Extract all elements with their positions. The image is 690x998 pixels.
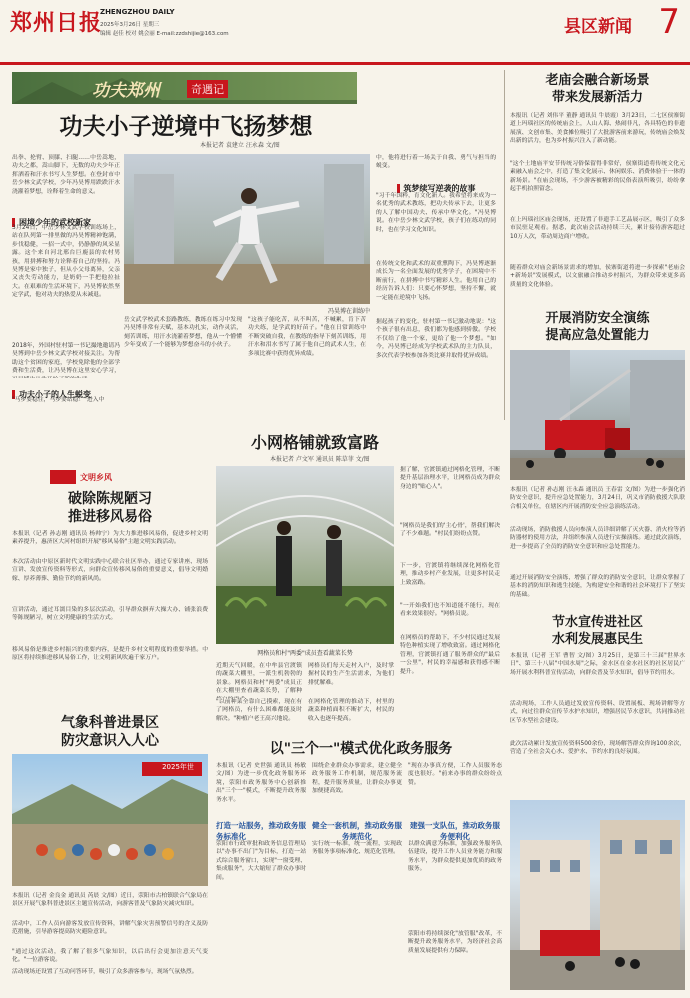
service-lead: 本报讯（记者 史世强 通讯员 杨敏 文/图）为进一步优化政务服务环境，荥阳市政务服务中心创新推出"三个一"模式，不断提升政务服务水平。 [216, 763, 306, 803]
village-p8: "一开始我们也不知道能不能行，现在看来效果很好。"网格员说。 [400, 603, 500, 618]
kungfu-banner-title: 功夫郑州 [92, 81, 160, 101]
service-p1: 荥阳市行政审批和政务信息管理局以"办事不出门"为目标，打造一站式综合服务窗口，实现"一窗受理、集成服务"，大大缩短了群众办事时间。 [216, 841, 306, 881]
kungfu-sub3-text: 筑梦续写逆袭的故事 [397, 184, 476, 193]
water-headline-line2: 水利发展惠民生 [551, 632, 643, 647]
kungfu-banner-tag: 奇遇记 [187, 80, 228, 98]
weather-photo [12, 754, 208, 886]
scenic-area-crowd-icon [12, 754, 208, 886]
village-photo-caption: 网格员和村"两委"成员查看蔬菜长势 [257, 650, 353, 657]
service-sub2: 健全一套机制，推动政务服务规范化 [312, 821, 402, 841]
culture-p3: 宣讲活动，通过耳濡目染的多层次活动，引导群众摒弃大操大办、铺张浪费等陈规陋习，树立文明健康的生活方式。 [12, 607, 208, 622]
masthead [0, 0, 690, 65]
kungfu-lead: 出拳、抡臂、顶膝、扫腿……中岳嵩地，功夫之都，嵩山脚下，无数的功夫少年正挥洒着和汗水书写人生梦想。在登封市中岳少林文武学校，少年冯昊博用跌跌汗水浇灌着梦想，诠释着生命的意义。 [12, 155, 120, 195]
village-p5: 据了解，官渡镇通过网格化管理，不断提升基层治理水平，让网格员成为群众身边的"贴心人"。 [400, 467, 500, 490]
kungfu-photo [124, 154, 370, 304]
village-p7: 下一步，官渡镇将继续深化网格化管理，推动乡村产业发展，让更多村民走上致富路。 [400, 563, 500, 586]
kungfu-p1: 3月24日，中岳少林文武学校训练场上，站在队列第一排里做的冯昊博精神饱满，步伐稳健，一招一式中，仍静静的风采显露。这个来自河北邢台巨鹿县的农村男孩，用拼搏和努力诠释着自己的坚持。冯昊博是家中独子，但从小父母离异，父亲又丧失劳动能力，是奶奶一手把他拉扯大。在艰难的生活环境下，冯昊博依然坚定学武，他对功夫的热爱从未减退。 [12, 225, 120, 299]
service-p3: 实行统一标准，统一流程，实现政务服务事项标准化、规范化管理。 [312, 841, 402, 856]
newspaper-logo: 郑州日报 [10, 10, 103, 36]
fire-drill-headline [510, 310, 685, 344]
culture-headline-line1: 破除陈规陋习 [68, 491, 152, 507]
kungfu-figure-icon [124, 154, 370, 304]
service-sub3: 建强一支队伍，推动政务服务便利化 [410, 821, 500, 841]
service-p6: 荥阳市将持续深化"放管服"改革，不断提升政务服务水平，为经济社会高质量发展提供有力保障。 [408, 931, 502, 954]
fire-drill-headline-line1: 开展消防安全演练 [545, 311, 650, 326]
water-headline-line1: 节水宣传进社区 [551, 615, 643, 630]
water-p2: 活动现场，工作人员通过发放宣传资料、设置展板、现场讲解等方式，向过往群众宣传节水护水知识，增强居民节水意识，共同推动社区节水型社会建设。 [510, 701, 685, 724]
newspaper-english-name: ZHENGZHOU DAILY [100, 8, 175, 16]
kungfu-col4b: "习千年国粹，育文化新人。我希望将来成为一名优秀的武术教练，把功夫传承下去，让更多的人了解中国功夫、传承中华文化。"冯昊博说。在中岳少林文武学校，孩子们在练功的同时，也在学习文化知识。 [376, 193, 496, 233]
community-building-icon [510, 800, 685, 990]
weather-headline-line1: 气象科普进景区 [61, 715, 159, 731]
column-divider [504, 70, 505, 420]
culture-headline [10, 490, 210, 526]
service-p5: "现在办事真方便，工作人员服务态度也很好。"前来办事的群众纷纷点赞。 [408, 763, 502, 786]
weather-p3: "通过这次活动，我了解了很多气象知识，以后出行会更加注意天气变化。"一位游客说。 [12, 949, 208, 964]
fire-drill-lead: 本报讯（记者 孙志刚 汪永森 通讯员 王春雷 文/图）为进一步强化消防安全意识，提升应急处置能力，3月24日，巩义市消防救援大队联合相关单位，在辖区内开展消防安全应急演练活动。 [510, 487, 685, 510]
kungfu-byline: 本报记者 袁建立 汪永森 文/图 [200, 142, 280, 149]
temple-fair-p4: 随着群众对庙会新场景需求的增加，侯寨街道将进一步探索"老庙会+新场景"发展模式，以文旅融合推动乡村振兴，为群众带来更多高质量的文化体验。 [510, 265, 685, 288]
kungfu-sub1-text: 困境少年的武校新家 [12, 218, 91, 227]
culture-p2: 本次活动由中原区新时代文明实践中心联合社区举办，通过专家讲座、现场宣讲、发放宣传资料等形式，向群众宣传移风易俗的重要意义，倡导文明婚嫁、厚养薄葬、勤俭节约的新风尚。 [12, 559, 208, 582]
kungfu-col3a: 岳文武学校武术套路教练，教练在练习中发现冯昊博非常有天赋，基本功扎实，动作灵活，刻苦训练，用汗水浇灌着梦想，他从一个懵懂少年变成了一个能够为梦想奋斗的小伙子。 [124, 317, 242, 349]
section-name: 县区新闻 [564, 17, 632, 37]
editor-line: 编辑 赵佳 校对 姚会丽 E-mail:zzdshijie@163.com [100, 31, 229, 37]
village-p2: "以前种菜全靠自己摸索，现在有了网格员，有什么困难都能及时解决。"种植户老王高兴地说。 [216, 699, 302, 722]
kungfu-col3b: "这孩子能吃苦，从不叫苦，不喊累，肯下苦功夫练，是学武的好苗子。"他在日常训练中不断突破自我，在教练的指导下刻苦训练，用汗水和泪水书写了属于他自己的武术人生，在多项比赛中获得优异成绩。 [248, 317, 366, 357]
weather-p4: 活动现场还设置了互动问答环节，吸引了众多游客参与，现场气氛热烈。 [12, 969, 198, 975]
fire-truck-scene-icon [510, 350, 685, 480]
culture-headline-line2: 推进移风易俗 [68, 509, 152, 525]
water-photo [510, 800, 685, 990]
service-headline: 以"三个一"模式优化政务服务 [269, 741, 453, 757]
water-lead: 本报讯（记者 王军 曹智 文/图）3月25日，是第三十三届"世界水日"、第三十八届"中国水周"之际，金水区在金水社区的社区居民广场开展水利科普宣传活动，向群众普及节水知识，倡导节约用水。 [510, 653, 685, 676]
page-number: 7 [658, 2, 680, 42]
kungfu-headline: 功夫小子逆境中飞扬梦想 [59, 114, 313, 140]
kungfu-sub2-text: 功夫小子的人生蜕变 [12, 390, 91, 399]
culture-lead: 本报讯（记者 孙志刚 通讯员 杨帅宁）为大力推进移风易俗，促进乡村文明素养提升，惠济区大河村组织开展"移风易俗"主题文明实践活动。 [12, 531, 208, 546]
water-headline [510, 614, 685, 648]
fire-drill-p3: 通过开展消防安全演练，增强了群众的消防安全意识，让群众掌握了基本的消防知识和逃生技能，为构建安全和谐的社会环境打下了坚实的基础。 [510, 575, 685, 598]
fire-drill-p2: 活动现场，消防救援人员向参演人员详细讲解了灭火器、消火栓等消防器材的使用方法，并组织参演人员进行实操演练。通过此次演练，进一步提高了全员的消防安全意识和应急处置能力。 [510, 527, 685, 550]
weather-photo-badge: 2025年世 [162, 763, 194, 771]
kungfu-col4a: 中，他将进行着一场关于自我、勇气与担当的蜕变。 [376, 155, 496, 170]
service-p2: 围绕企业群众办事需求，建立健全政务服务工作机制，规范服务流程，提升服务质量，让群众办事更加便捷高效。 [312, 763, 402, 795]
village-p3: 网格员们每天走村入户，及时掌握村民的生产生活需求，为他们排忧解难。 [308, 663, 394, 686]
culture-tag: 文明乡风 [80, 473, 112, 482]
culture-p4: 移风易俗是推进乡村振兴的重要内容，是提升乡村文明程度的重要举措。中原区将持续推进移风易俗工作，让文明新风吹遍千家万户。 [12, 647, 208, 662]
kungfu-p3: "马步要稳住，马步要站稳！"进入中 [12, 397, 105, 403]
village-headline: 小网格铺就致富路 [250, 433, 379, 452]
village-p6: "网格员是我们的'主心骨'，帮我们解决了不少难题。"村民们纷纷点赞。 [400, 523, 500, 538]
service-sub1: 打造一站服务，推动政务服务标准化 [216, 821, 306, 841]
kungfu-p2: 2018年，外国村驻村第一书记撮地邀请冯昊博到中岳少林文武学校对接关注。为帮助这个贫困的家庭，学校免除他的全部学费和生活费，让冯昊博在这里安心学习， [12, 343, 120, 375]
temple-fair-headline [510, 72, 685, 106]
kungfu-col4d: 据起孩子的变化，驻村第一书记激动地说："这个孩子很有出息，我们都为他感到骄傲。学校不仅给了他一个家，更给了他一个梦想。"如今，冯昊博已经成为学校武术队的主力队员，多次代表学校参加各类比赛并取得优异成绩。 [376, 319, 496, 359]
date-line: 2025年3月26日 星期三 [100, 22, 160, 28]
weather-lead: 本报讯（记者 金良金 通讯员 芮晨 文/图）近日，荥阳市古柏镇联合气象局在景区开展气象科普进景区主题宣传活动，向游客普及气象防灾减灾知识。 [12, 893, 208, 908]
temple-fair-p3: 在上玛瑙社区庙会现场，还设置了非遗手工艺品展示区，吸引了众多市民驻足观看。据悉，此次庙会活动持续三天，累计接待游客超过10万人次，带动周边商户增收。 [510, 217, 685, 240]
kungfu-banner [12, 72, 357, 104]
fire-drill-headline-line2: 提高应急处置能力 [545, 328, 650, 343]
village-p9: 在网格员的帮助下，不少村民通过发展特色种植实现了增收致富。通过网格化管理，官渡镇打通了服务群众的"最后一公里"，村民的幸福感和获得感不断提升。 [400, 635, 500, 675]
service-p4: 以群众满意为标准，加强政务服务队伍建设，提升工作人员业务能力和服务水平，为群众提供更加优质的政务服务。 [408, 841, 502, 873]
temple-fair-lead: 本报讯（记者 刘伟平 董静 通讯员 牛晨霞）3月23日，二七区侯寨街道上玛瑙社区的传统庙会上，人山人海、热闹非凡，各具特色的非遗展演、文创市集、美食摊位吸引了大批游客前来游玩，传统庙会焕发出新的活力，也为乡村振兴注入了新动能。 [510, 113, 685, 145]
water-p3: 此次活动累计发放宣传资料500余份，现场解答群众咨询100余次，营造了全社会关心水、爱护水、节约水的良好氛围。 [510, 741, 685, 756]
fire-drill-photo [510, 350, 685, 480]
temple-fair-p2: "这个土地庙平安节传统习俗保留得非常好，侯寨街道将传统文化元素融入庙会之中，打造了集文化展示、休闲娱乐、消费体验于一体的新场景。"在庙会现场，不少游客被精彩的民俗表演所吸引，纷纷拿起手机拍照留念。 [510, 161, 685, 193]
village-p4: 在网格化管理的推动下，村里的蔬菜种植面积不断扩大，村民的收入也逐年提高。 [308, 699, 394, 722]
village-p1: 近期天气回暖，在中牟县官渡镇的蔬菜大棚里，一派生机勃勃的景象。网格员和村"两委"成员正在大棚里查看蔬菜长势，了解种 [216, 663, 302, 695]
kungfu-photo-caption: 冯昊博在训练中 [327, 308, 370, 315]
weather-p2: 活动中，工作人员向游客发放宣传资料，讲解气象灾害预警信号的含义及防范措施，引导游客提高防灾避险意识。 [12, 921, 208, 936]
village-photo [216, 466, 394, 644]
mountain-decoration-icon [12, 72, 357, 104]
temple-fair-headline-line1: 老庙会融合新场景 [545, 73, 650, 88]
weather-headline [10, 714, 210, 750]
village-byline: 本报记者 卢文军 通讯员 陈草菲 文/图 [270, 456, 370, 463]
greenhouse-scene-icon [216, 466, 394, 644]
kungfu-col4c: 在传统文化和武术的双重熏陶下，冯昊博逐渐成长为一名全面发展的优秀学子，在困境中不断前行，在拼搏中书写精彩人生。他用自己的经历告诉人们：只要心怀梦想，坚持不懈，就一定能在逆境中飞扬。 [376, 261, 496, 301]
temple-fair-headline-line2: 带来发展新活力 [551, 90, 643, 105]
weather-headline-line2: 防灾意识入人心 [61, 733, 159, 749]
culture-flower-icon [50, 470, 76, 484]
